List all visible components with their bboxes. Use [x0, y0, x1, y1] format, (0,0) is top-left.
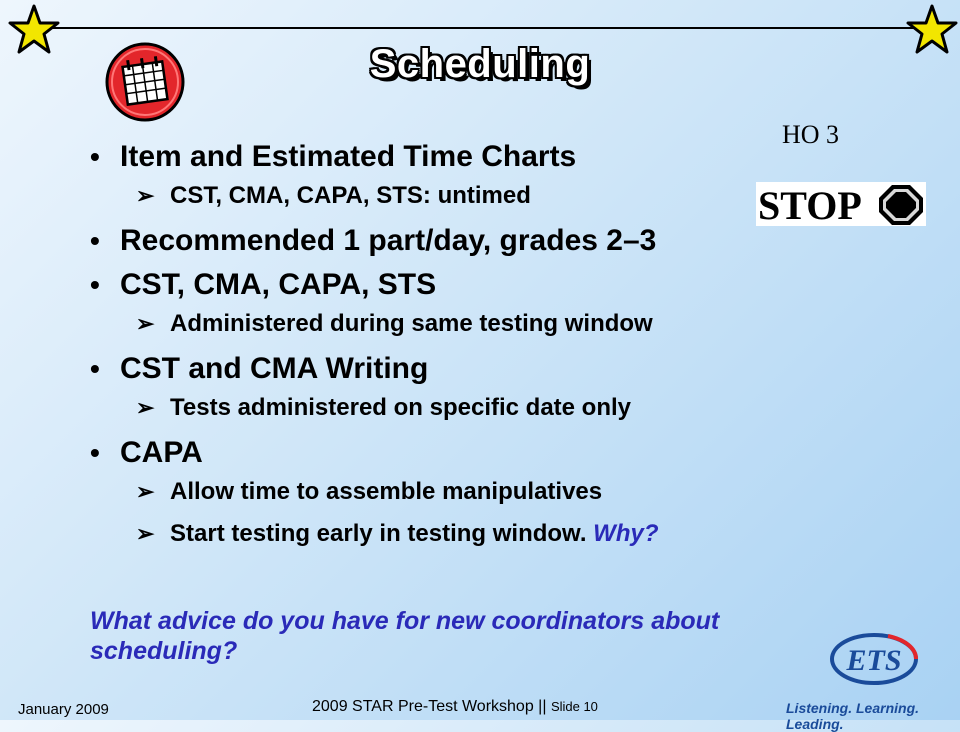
top-rule [38, 27, 922, 29]
ets-tagline: Listening. Learning. Leading. [786, 700, 920, 732]
sub-bullet-item: ➢ CST, CMA, CAPA, STS: untimed [136, 182, 531, 209]
sub-bullet-item: ➢ Start testing early in testing window. Why? [136, 520, 659, 547]
bullet-item: • Recommended 1 part/day, grades 2–3 [90, 224, 657, 257]
bullet-item: • CAPA [90, 436, 203, 469]
ets-logo-text: ETS [846, 644, 902, 677]
footer-workshop [312, 698, 598, 716]
stop-sign-text: STOP [758, 183, 862, 226]
bullet-item: • CST and CMA Writing [90, 352, 429, 385]
footer-date: January 2009 [18, 701, 109, 718]
why-emphasis: Why? [593, 520, 659, 547]
slide-number: Slide 10 [550, 699, 598, 714]
bullet-item: • CST, CMA, CAPA, STS [90, 268, 437, 301]
handout-label: HO 3 [782, 120, 840, 149]
ets-logo [828, 630, 920, 688]
sub-bullet-item: ➢ Tests administered on specific date only [136, 394, 632, 421]
discussion-question: What advice do you have for new coordinators about scheduling? [90, 607, 720, 665]
sub-bullet-item: ➢ Administered during same testing window [136, 310, 653, 337]
footer-workshop-name: 2009 STAR Pre-Test Workshop || [312, 698, 547, 715]
bullet-item: • Item and Estimated Time Charts [90, 140, 577, 173]
sub-bullet-item: ➢ Allow time to assemble manipulatives [136, 478, 603, 505]
bullet-list [88, 138, 848, 560]
slide-title: Scheduling [369, 42, 591, 86]
